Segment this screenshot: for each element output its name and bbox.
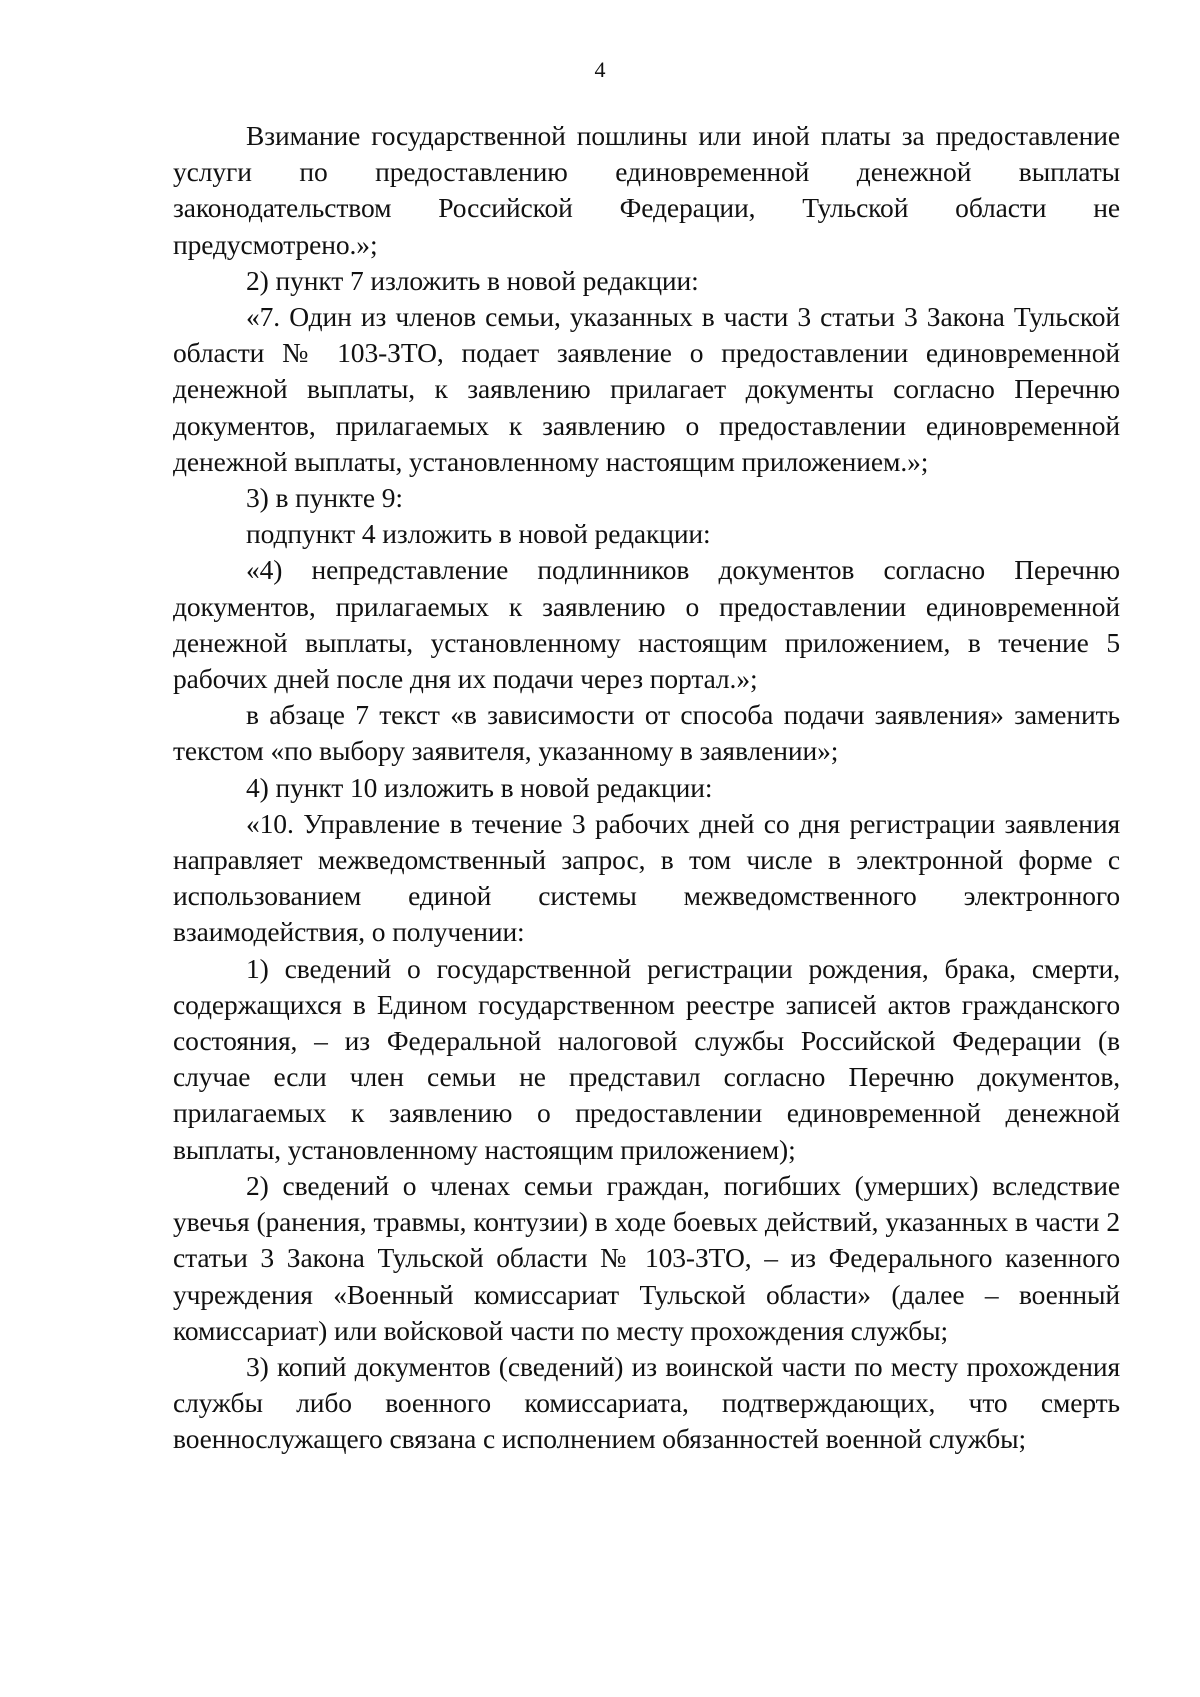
paragraph: «4) непредставление подлинников документов согласно Перечню документов, прилагаемых к заявлению о предоставлении единовременной денежной выплаты, установленному настоящим приложением, в течение 5 рабочих дней после дня их подачи через портал.»;	[173, 554, 1120, 695]
paragraph: 4) пункт 10 изложить в новой редакции:	[246, 771, 713, 803]
paragraph: 1) сведений о государственной регистрации рождения, брака, смерти, содержащихся в Едином государственном реестре записей актов гражданского состояния, – из Федеральной налоговой службы Российской Федерации (в случае если член семьи не представил согласно Перечню документов, прилагаемых к заявлению о предоставлении единовременной денежной выплаты, установленному настоящим приложением);	[173, 952, 1120, 1165]
page-number: 4	[594, 57, 606, 82]
document-body	[173, 118, 1120, 1458]
paragraph: 3) копий документов (сведений) из воинской части по месту прохождения службы либо военного комиссариата, подтверждающих, что смерть военнослужащего связана с исполнением обязанностей военной службы;	[173, 1350, 1120, 1455]
paragraph: 2) сведений о членах семьи граждан, погибших (умерших) вследствие увечья (ранения, травмы, контузии) в ходе боевых действий, указанных в части 2 статьи 3 Закона Тульской области № 103-ЗТО, – из Федерального казенного учреждения «Военный комиссариат Тульской области» (далее – военный комиссариат) или войсковой части по месту прохождения службы;	[173, 1169, 1120, 1346]
paragraph: 2) пункт 7 изложить в новой редакции:	[246, 264, 699, 296]
paragraph: 3) в пункте 9:	[246, 482, 403, 514]
paragraph: Взимание государственной пошлины или иной платы за предоставление услуги по предоставлению единовременной денежной выплаты законодательством Российской Федерации, Тульской области не предусмотрено.»;	[173, 120, 1120, 260]
paragraph: «7. Один из членов семьи, указанных в части 3 статьи 3 Закона Тульской области № 103-ЗТО, подает заявление о предоставлении единовременной денежной выплаты, к заявлению прилагает документы согласно Перечню документов, прилагаемых к заявлению о предоставлении единовременной денежной выплаты, установленному настоящим приложением.»;	[173, 301, 1120, 477]
paragraph: подпункт 4 изложить в новой редакции:	[246, 518, 711, 550]
paragraph: в абзаце 7 текст «в зависимости от способа подачи заявления» заменить текстом «по выбору заявителя, указанному в заявлении»;	[173, 699, 1120, 767]
paragraph: «10. Управление в течение 3 рабочих дней со дня регистрации заявления направляет межведомственный запрос, в том числе в электронной форме с использованием единой системы межведомственного электронного взаимодействия, о получении:	[173, 807, 1120, 948]
